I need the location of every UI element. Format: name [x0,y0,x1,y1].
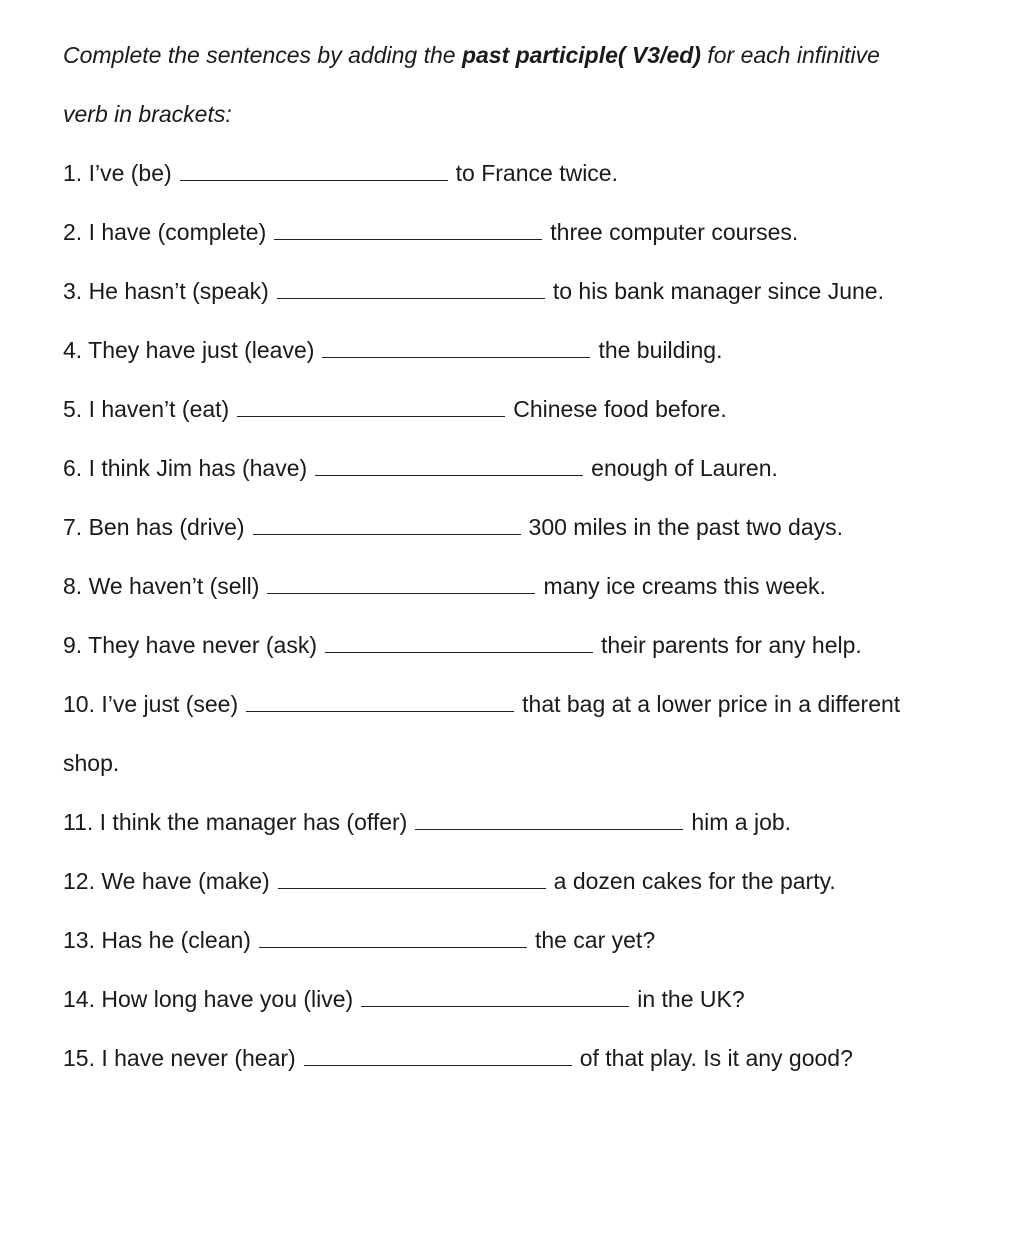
exercise-item [63,395,727,423]
answer-blank[interactable] [278,868,546,889]
item-prompt: 5. I haven’t (eat) [63,396,230,422]
item-ending: Chinese food before. [513,396,727,422]
exercise-item [63,985,745,1013]
item-ending: the car yet? [534,927,656,953]
item-prompt: 8. We haven’t (sell) [63,573,260,599]
item-prompt: 1. I’ve (be) [63,160,172,186]
exercise-item [63,926,655,954]
exercise-item [63,336,722,364]
item-prompt: 13. Has he (clean) [63,927,251,953]
exercise-item-continuation: shop. [63,750,120,776]
exercise-item [63,454,778,482]
item-prompt: 15. I have never (hear) [63,1045,296,1071]
item-prompt: 2. I have (complete) [63,219,267,245]
item-prompt: 6. I think Jim has (have) [63,455,308,481]
item-ending: a dozen cakes for the party. [553,868,836,894]
exercise-item [63,808,791,836]
item-ending: him a job. [691,809,792,835]
item-ending: that bag at a lower price in a different [522,691,901,717]
item-ending: many ice creams this week. [543,573,826,599]
answer-blank[interactable] [315,455,583,476]
instructions-bold-term: past participle( V3/ed) [461,42,701,68]
answer-blank[interactable] [304,1045,572,1066]
answer-blank[interactable] [415,809,683,830]
item-prompt: 7. Ben has (drive) [63,514,245,540]
item-prompt: 14. How long have you (live) [63,986,354,1012]
answer-blank[interactable] [246,691,514,712]
instructions-line-2: verb in brackets: [63,101,232,127]
exercise-item [63,867,836,895]
item-ending: their parents for any help. [600,632,862,658]
exercise-item [63,572,826,600]
answer-blank[interactable] [361,986,629,1007]
item-prompt: 9. They have never (ask) [63,632,317,658]
item-prompt: 10. I’ve just (see) [63,691,239,717]
item-ending: to France twice. [455,160,618,186]
exercise-item [63,277,884,305]
item-ending: the building. [598,337,723,363]
item-ending: three computer courses. [550,219,799,245]
item-prompt: 3. He hasn’t (speak) [63,278,269,304]
item-ending: 300 miles in the past two days. [528,514,844,540]
answer-blank[interactable] [325,632,593,653]
exercise-item [63,513,843,541]
item-ending: in the UK? [637,986,745,1012]
exercise-item [63,690,900,718]
item-ending: to his bank manager since June. [552,278,884,304]
item-ending: of that play. Is it any good? [579,1045,853,1071]
exercise-item [63,1044,853,1072]
instructions-text-end: for each infinitive [700,42,880,68]
item-ending: enough of Lauren. [591,455,778,481]
answer-blank[interactable] [274,219,542,240]
exercise-item [63,631,862,659]
instructions-line-1 [63,41,880,69]
exercise-item [63,159,618,187]
exercise-item [63,218,798,246]
answer-blank[interactable] [180,160,448,181]
item-prompt: 12. We have (make) [63,868,270,894]
answer-blank[interactable] [253,514,521,535]
item-prompt: 4. They have just (leave) [63,337,315,363]
item-prompt: 11. I think the manager has (offer) [63,809,408,835]
instructions-text: Complete the sentences by adding the [63,42,462,68]
answer-blank[interactable] [237,396,505,417]
answer-blank[interactable] [259,927,527,948]
answer-blank[interactable] [267,573,535,594]
answer-blank[interactable] [277,278,545,299]
answer-blank[interactable] [322,337,590,358]
